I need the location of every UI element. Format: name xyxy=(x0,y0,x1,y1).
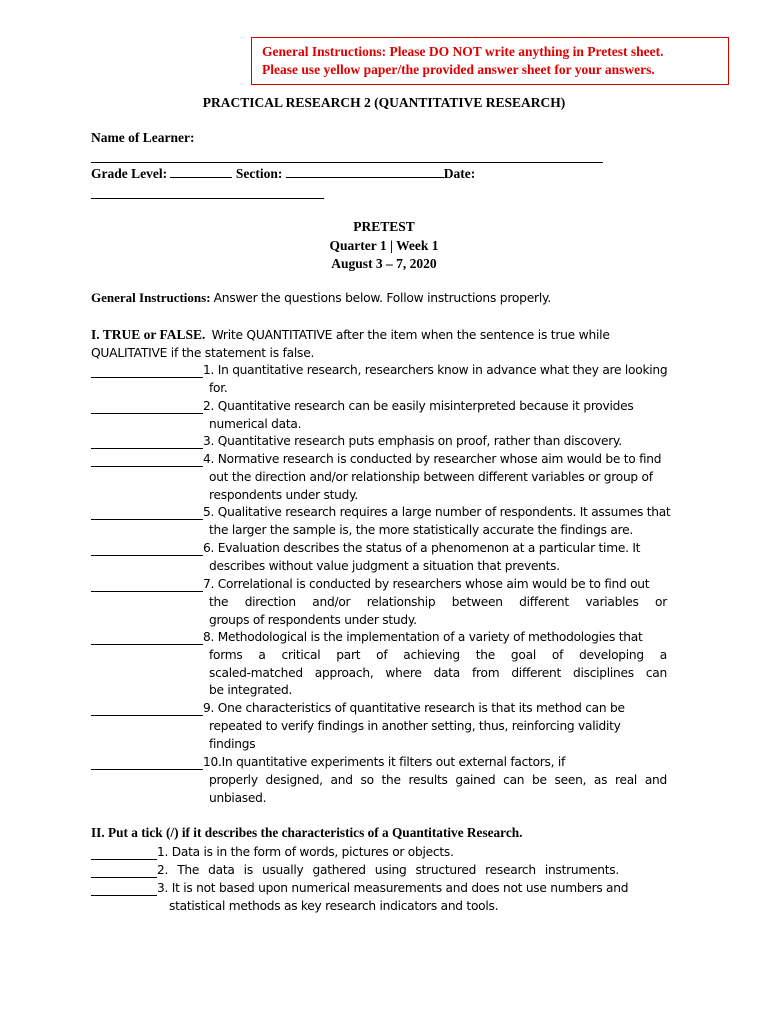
answer-blank[interactable] xyxy=(91,362,203,378)
name-answer-line[interactable] xyxy=(91,162,603,163)
true-false-item xyxy=(91,362,691,398)
true-false-item xyxy=(91,576,691,629)
part1-instruction-line-1: Write QUANTITATIVE after the item when the sentence is true while xyxy=(211,328,610,342)
answer-blank[interactable] xyxy=(91,629,203,645)
tick-item xyxy=(91,844,691,862)
name-of-learner-label: Name of Learner: xyxy=(91,130,195,145)
item-text-continued: the direction and/or relationship between different variables or xyxy=(209,594,667,609)
pretest-dates: August 3 – 7, 2020 xyxy=(331,256,437,271)
item-text-continued: out the direction and/or relationship between different variables or group of xyxy=(209,469,653,484)
item-text-continued: describes without value judgment a situation that prevents. xyxy=(209,558,560,573)
true-false-item xyxy=(91,540,691,576)
part1-instructions xyxy=(91,326,691,362)
general-instructions xyxy=(91,290,551,306)
grade-level-label: Grade Level: xyxy=(91,166,168,181)
general-instructions-label: General Instructions: xyxy=(91,290,211,305)
section-label: Section: xyxy=(235,166,283,181)
item-text-continued: for. xyxy=(209,380,228,395)
true-false-item xyxy=(91,504,691,540)
tick-blank[interactable] xyxy=(91,862,157,878)
answer-blank[interactable] xyxy=(91,398,203,414)
date-label: Date: xyxy=(443,166,476,181)
answer-blank[interactable] xyxy=(91,576,203,592)
true-false-item xyxy=(91,433,691,451)
document-title: PRACTICAL RESEARCH 2 (QUANTITATIVE RESEARCH) xyxy=(202,95,566,110)
true-false-item xyxy=(91,629,691,700)
part1-instruction-line-2: QUALITATIVE if the statement is false. xyxy=(91,346,315,360)
item-text-continued: repeated to verify findings in another setting, thus, reinforcing validity xyxy=(209,718,621,733)
answer-blank[interactable] xyxy=(91,451,203,467)
item-text-continued: findings xyxy=(209,736,256,751)
true-false-item xyxy=(91,754,691,807)
answer-blank[interactable] xyxy=(91,700,203,716)
item-text-continued: unbiased. xyxy=(209,790,267,805)
item-text: 2. The data is usually gathered using structured research instruments. xyxy=(157,863,619,877)
tick-item xyxy=(91,880,691,916)
answer-blank[interactable] xyxy=(91,540,203,556)
true-false-item xyxy=(91,451,691,504)
item-text-continued: groups of respondents under study. xyxy=(209,612,417,627)
tick-item xyxy=(91,862,691,880)
general-instructions-text: Answer the questions below. Follow instructions properly. xyxy=(213,291,551,305)
item-text: 7. Correlational is conducted by researchers whose aim would be to find out xyxy=(203,577,650,591)
grade-section-date-row xyxy=(91,166,475,182)
item-text: 6. Evaluation describes the status of a phenomenon at a particular time. It xyxy=(203,541,641,555)
warning-line-2: Please use yellow paper/the provided answer sheet for your answers. xyxy=(262,62,655,77)
tick-blank[interactable] xyxy=(91,844,157,860)
item-text: 3. Quantitative research puts emphasis on proof, rather than discovery. xyxy=(203,434,622,448)
tick-blank[interactable] xyxy=(91,880,157,896)
item-text-continued: scaled-matched approach, where data from different disciplines can xyxy=(209,665,667,680)
item-text: 1. In quantitative research, researchers know in advance what they are looking xyxy=(203,363,668,377)
item-text-continued: properly designed, and so the results gained can be seen, as real and xyxy=(209,772,667,787)
part2-heading: II. Put a tick (/) if it describes the characteristics of a Quantitative Research. xyxy=(91,825,523,840)
pretest-title: PRETEST xyxy=(353,219,415,234)
true-false-item xyxy=(91,700,691,753)
true-false-item xyxy=(91,398,691,434)
date-answer-line[interactable] xyxy=(91,198,324,199)
answer-blank[interactable] xyxy=(91,433,203,449)
quarter-week: Quarter 1 | Week 1 xyxy=(329,238,439,253)
item-text-continued: the larger the sample is, the more statistically accurate the findings are. xyxy=(209,522,633,537)
item-text: 4. Normative research is conducted by researcher whose aim would be to find xyxy=(203,452,662,466)
item-text: 10.In quantitative experiments it filters out external factors, if xyxy=(203,755,566,769)
answer-blank[interactable] xyxy=(91,754,203,770)
pretest-warning-box xyxy=(251,37,729,85)
item-text: 2. Quantitative research can be easily misinterpreted because it provides xyxy=(203,399,634,413)
part1-heading: I. TRUE or FALSE. xyxy=(91,327,206,342)
item-text: 5. Qualitative research requires a large number of respondents. It assumes that xyxy=(203,505,671,519)
item-text-continued: statistical methods as key research indicators and tools. xyxy=(169,898,499,913)
section-line[interactable] xyxy=(286,177,444,178)
item-text-continued: numerical data. xyxy=(209,416,302,431)
item-text: 8. Methodological is the implementation of a variety of methodologies that xyxy=(203,630,643,644)
item-text-continued: be integrated. xyxy=(209,683,293,698)
item-text: 3. It is not based upon numerical measurements and does not use numbers and xyxy=(157,881,629,895)
item-text: 9. One characteristics of quantitative research is that its method can be xyxy=(203,701,625,715)
answer-blank[interactable] xyxy=(91,504,203,520)
warning-line-1: General Instructions: Please DO NOT write anything in Pretest sheet. xyxy=(262,44,664,59)
item-text: 1. Data is in the form of words, pictures or objects. xyxy=(157,845,454,859)
item-text-continued: forms a critical part of achieving the goal of developing a xyxy=(209,647,667,662)
grade-level-line[interactable] xyxy=(170,177,232,178)
item-text-continued: respondents under study. xyxy=(209,487,358,502)
